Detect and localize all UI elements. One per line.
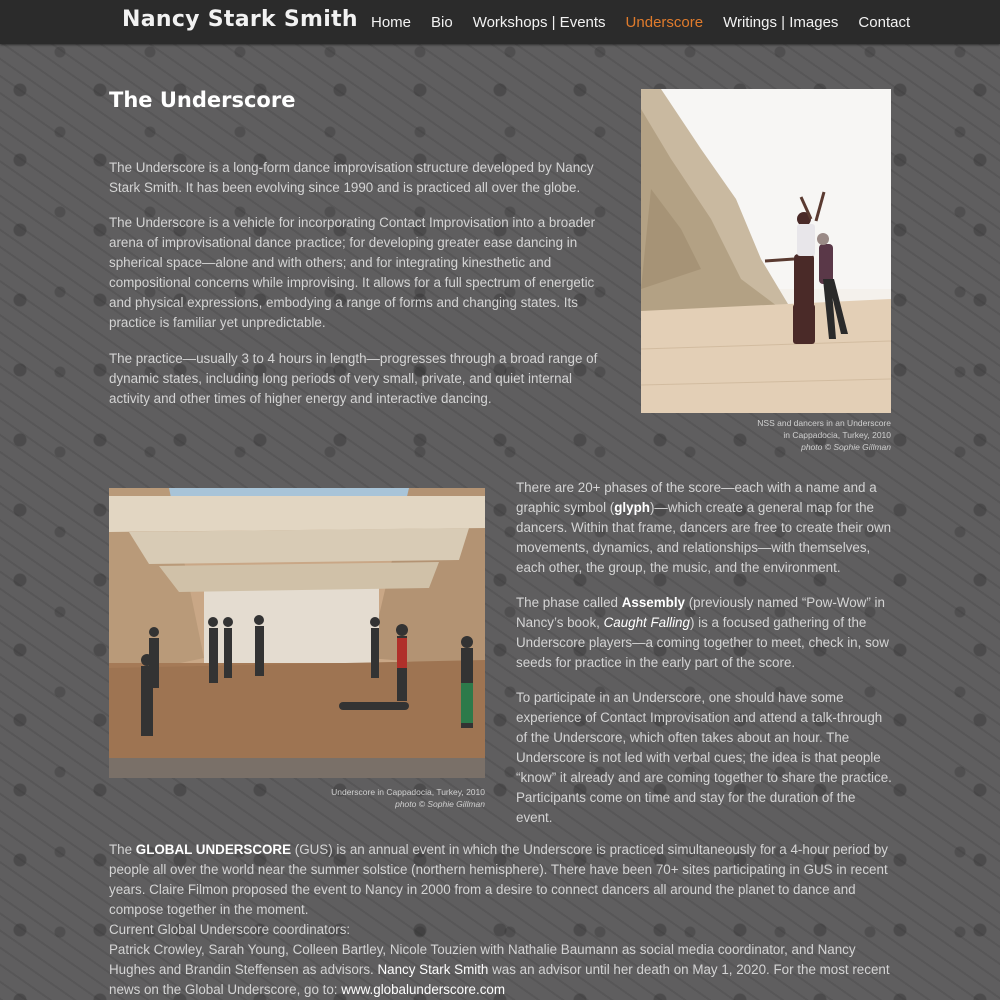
site-title-link[interactable]: Nancy Stark Smith	[122, 7, 358, 32]
phases-text-a: There are 20+ phases of the score—each with a name and a graphic symbol (	[516, 480, 877, 515]
photo-2-credit: photo © Sophie Gillman	[395, 799, 485, 809]
gus-coordinators-text-b: was an advisor until her death on May 1, 2020. For the most recent news on the Global Underscore, go to:	[109, 962, 890, 997]
gus-coordinators-text: Patrick Crowley, Sarah Young, Colleen Bartley, Nicole Touzien with Nathalie Baumann as social media coordinator, and Nancy Hughes and Brandin Steffensen as advisors.	[109, 942, 856, 977]
photo-2-caption	[109, 786, 485, 810]
intro-paragraph-1: The Underscore is a long-form dance improvisation structure developed by Nancy Stark Smith. It has been evolving since 1990 and is practiced all over the globe.	[109, 160, 594, 195]
gus-name: GLOBAL UNDERSCORE	[135, 842, 292, 857]
gus-coordinators-heading: Current Global Underscore coordinators:	[109, 922, 351, 937]
nav-home[interactable]: Home	[371, 14, 412, 31]
photo-1-credit: photo © Sophie Gillman	[801, 442, 891, 452]
gus-text-b: (GUS) is an annual event in which the Underscore is practiced simultaneously for a 4-hour period by people all over the world near the summer solstice (northern hemisphere). There have been 70+ sites participating in GUS in recent years. Claire Filmon proposed the event to Nancy in 2000 from a desire to connect dancers all around the planet to dance and compose together in the moment.	[109, 842, 888, 917]
global-underscore-paragraph	[109, 840, 893, 1000]
nss-name: Nancy Stark Smith	[377, 962, 489, 977]
participation-paragraph: To participate in an Underscore, one should have some experience of Contact Improvisation and attend a talk-through of the Underscore, which often takes about an hour. The Underscore is not led with verbal cues; the idea is that people “know” it already and are coming together to share the practice. Participants come on time and stay for the duration of the event.	[516, 690, 892, 825]
phases-paragraph	[516, 478, 894, 578]
nav-underscore[interactable]: Underscore	[625, 14, 704, 31]
nav-bio[interactable]: Bio	[431, 14, 453, 31]
page-title: The Underscore	[109, 88, 296, 112]
photo-nss-dancers-image	[641, 89, 891, 413]
nav-contact[interactable]: Contact	[858, 14, 911, 31]
photo-1-caption-line-1: NSS and dancers in an Underscore	[757, 418, 891, 428]
book-title: Caught Falling	[603, 615, 690, 630]
phases-text-b: )—which create a general map for the dancers. Within that frame, dancers are free to create their own movements, dynamics, and relationships—with themselves, each other, the group, the music, and the environment.	[516, 500, 892, 575]
assembly-text-a: The phase called	[516, 595, 622, 610]
nav-writings-images[interactable]: Writings | Images	[723, 14, 839, 31]
gus-text-a: The	[109, 842, 136, 857]
assembly-paragraph	[516, 593, 894, 673]
photo-2-caption-line: Underscore in Cappadocia, Turkey, 2010	[331, 787, 485, 797]
photo-underscore-cappadocia	[109, 488, 485, 778]
photo-1-caption-line-2: in Cappadocia, Turkey, 2010	[783, 430, 891, 440]
nav-workshops-events[interactable]: Workshops | Events	[472, 14, 606, 31]
main-nav	[371, 14, 930, 31]
top-nav-bar	[0, 0, 1000, 44]
assembly-text-b: (previously named “Pow-Wow” in Nancy’s book,	[516, 595, 885, 630]
assembly-term: Assembly	[621, 595, 685, 610]
photo-underscore-image	[109, 488, 485, 778]
assembly-text-c: ) is a focused gathering of the Underscore players—a coming together to meet, check in, sow seeds for practice in the early part of the score.	[516, 615, 889, 670]
intro-paragraph-3: The practice—usually 3 to 4 hours in length—progresses through a broad range of dynamic states, including long periods of very small, private, and quiet internal activity and other times of higher energy and interactive dancing.	[109, 351, 598, 406]
glyph-term: glyph	[614, 500, 650, 515]
photo-nss-dancers-cappadocia	[641, 89, 891, 413]
photo-1-caption	[641, 417, 891, 453]
intro-paragraph-2: The Underscore is a vehicle for incorporating Contact Improvisation into a broader arena of improvisational dance practice; for developing greater ease dancing in spherical space—alone and with others; and for integrating kinesthetic and compositional concerns while improvising. It allows for a full spectrum of energetic and physical expressions, embodying a range of forms and changing states. Its practice is familiar yet unpredictable.	[109, 215, 596, 330]
global-underscore-link[interactable]: www.globalunderscore.com	[341, 982, 505, 997]
